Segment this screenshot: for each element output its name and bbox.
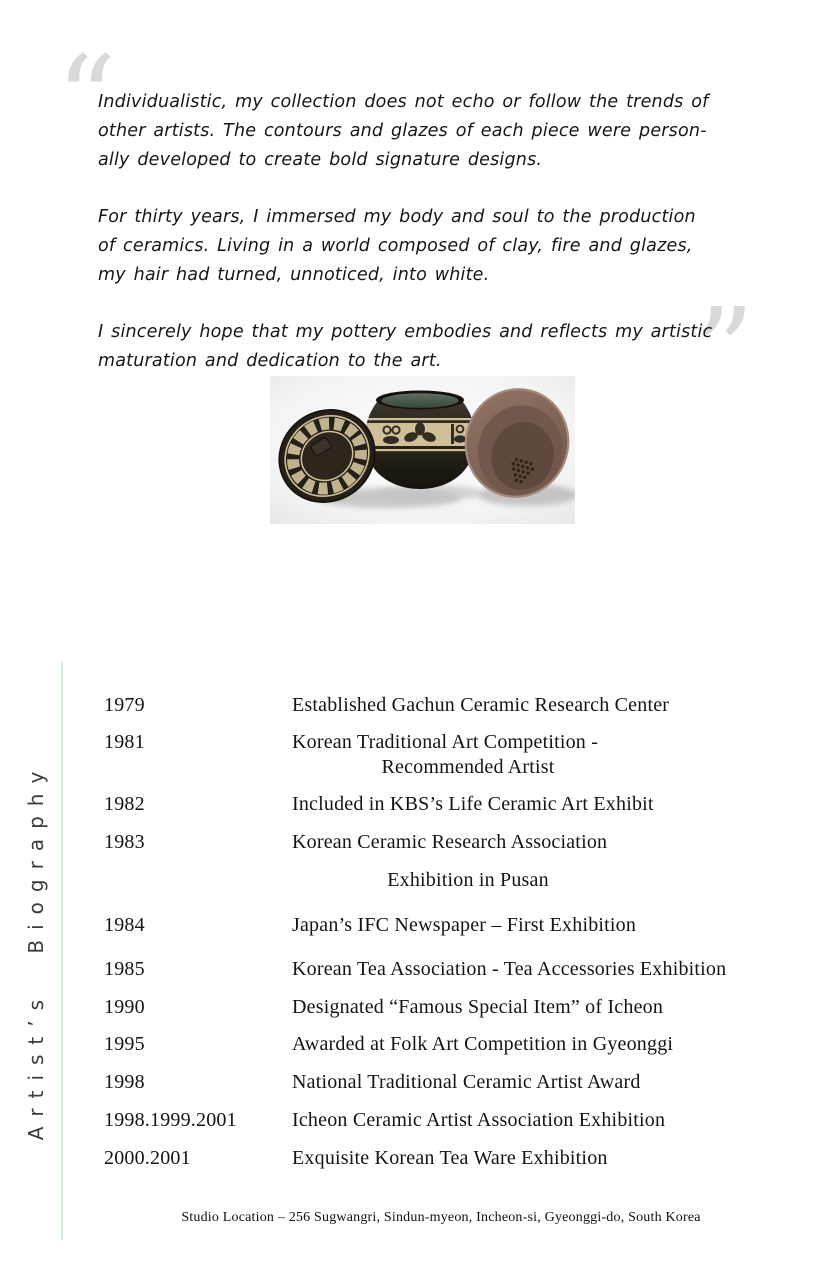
timeline-entry: National Traditional Ceramic Artist Award [292, 1071, 641, 1093]
timeline-year: 1983 [104, 831, 145, 853]
quote-line: maturation and dedication to the art. [98, 351, 442, 371]
open-quote-icon: “ [56, 30, 111, 168]
timeline-year: 1981 [104, 731, 145, 753]
timeline-row [104, 694, 810, 717]
timeline-entry: Korean Traditional Art Competition - [292, 731, 599, 753]
pottery-photo [270, 376, 575, 524]
quote-line: my hair had turned, unnoticed, into white. [98, 265, 490, 285]
sidebar-divider-rule [61, 662, 63, 1240]
timeline-year: 1982 [104, 793, 145, 815]
timeline-entry: Korean Ceramic Research Association [292, 831, 608, 853]
timeline-entry: Established Gachun Ceramic Research Center [292, 694, 670, 716]
timeline-entry-line2: Recommended Artist [381, 756, 555, 778]
timeline-year: 2000.2001 [104, 1147, 191, 1169]
timeline-row [104, 1109, 810, 1132]
timeline-year: 1990 [104, 996, 145, 1018]
quote-paragraph [98, 88, 746, 175]
timeline-row [104, 958, 810, 981]
timeline-entry: Designated “Famous Special Item” of Icheon [292, 996, 664, 1018]
timeline-row [104, 731, 810, 779]
quote-paragraph [98, 318, 746, 376]
quote-line: of ceramics. Living in a world composed of clay, fire and glazes, [98, 236, 693, 256]
studio-location-footer: Studio Location – 256 Sugwangri, Sindun-myeon, Incheon-si, Gyeonggi-do, South Korea [181, 1210, 701, 1225]
artist-quote [98, 88, 746, 376]
quote-line: other artists. The contours and glazes of each piece were person- [98, 121, 707, 141]
close-quote-icon: ” [694, 282, 749, 420]
timeline-row [104, 1033, 810, 1056]
timeline-entry-line2: Exhibition in Pusan [387, 869, 549, 891]
timeline-entry: Japan’s IFC Newspaper – First Exhibition [292, 914, 637, 936]
quote-line: For thirty years, I immersed my body and soul to the production [98, 207, 696, 227]
quote-line: Individualistic, my collection does not echo or follow the trends of [98, 92, 709, 112]
timeline-row [104, 996, 810, 1019]
timeline-year: 1998 [104, 1071, 145, 1093]
timeline-row [104, 1071, 810, 1094]
quote-paragraph [98, 203, 746, 290]
biography-timeline [104, 694, 810, 1184]
timeline-entry: Exquisite Korean Tea Ware Exhibition [292, 1147, 608, 1169]
timeline-row [104, 831, 810, 892]
timeline-entry: Included in KBS’s Life Ceramic Art Exhibit [292, 793, 654, 815]
pottery-photo-illustration [270, 376, 575, 524]
timeline-year: 1998.1999.2001 [104, 1109, 237, 1131]
timeline-entry: Awarded at Folk Art Competition in Gyeonggi [292, 1033, 674, 1055]
timeline-row [104, 914, 810, 937]
timeline-entry: Icheon Ceramic Artist Association Exhibition [292, 1109, 666, 1131]
quote-line: ally developed to create bold signature designs. [98, 150, 543, 170]
timeline-year: 1979 [104, 694, 145, 716]
timeline-row [104, 793, 810, 816]
timeline-year: 1984 [104, 914, 145, 936]
artists-biography-vertical-label: Artist’s Biography [24, 761, 48, 1141]
timeline-year: 1995 [104, 1033, 145, 1055]
timeline-entry: Korean Tea Association - Tea Accessories Exhibition [292, 958, 727, 980]
quote-line: I sincerely hope that my pottery embodies and reflects my artistic [98, 322, 713, 342]
timeline-row [104, 1147, 810, 1170]
timeline-year: 1985 [104, 958, 145, 980]
